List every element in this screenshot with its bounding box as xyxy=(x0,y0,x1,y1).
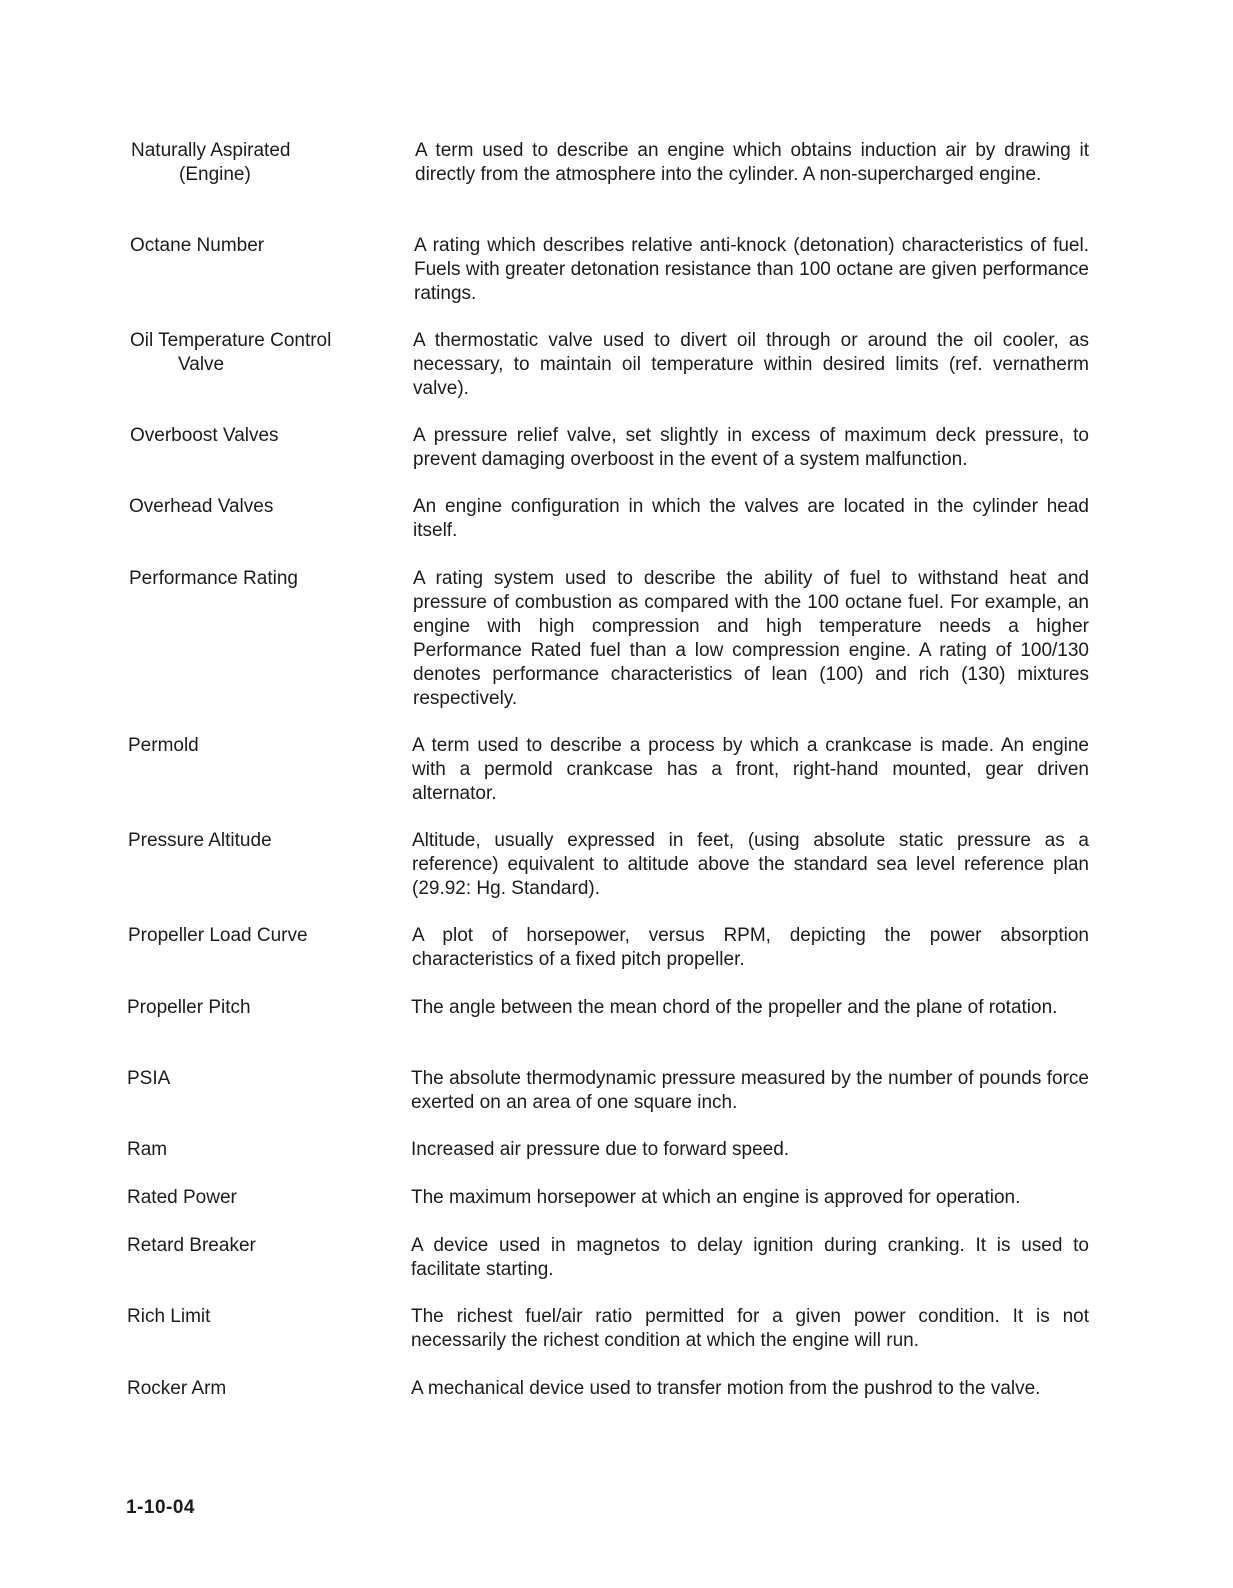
term-label: Overboost Valves xyxy=(130,425,279,446)
glossary-definition: Altitude, usually expressed in feet, (using absolute static pressure as a reference) equivalent to altitude above the standard sea level reference plan (29.92: Hg. Standard). xyxy=(412,830,1089,899)
glossary-term xyxy=(129,495,369,519)
glossary-term xyxy=(127,1377,367,1401)
glossary-term xyxy=(127,1234,367,1258)
glossary-definition: The richest fuel/air ratio permitted for a given power condition. It is not necessarily the richest condition at which the engine will run. xyxy=(411,1306,1089,1351)
glossary-term xyxy=(128,734,368,758)
glossary-term xyxy=(130,234,370,258)
glossary-definition: A plot of horsepower, versus RPM, depicting the power absorption characteristics of a fixed pitch propeller. xyxy=(412,925,1089,970)
term-label: Performance Rating xyxy=(129,568,298,589)
glossary-term xyxy=(127,1138,367,1162)
glossary-term xyxy=(127,996,367,1020)
term-sublabel: (Engine) xyxy=(179,164,251,185)
glossary-definition: A pressure relief valve, set slightly in excess of maximum deck pressure, to prevent damaging overboost in the event of a system malfunction. xyxy=(413,425,1089,470)
glossary-term xyxy=(131,139,371,187)
page-number: 1-10-04 xyxy=(126,1497,195,1518)
glossary-definition: A rating system used to describe the ability of fuel to withstand heat and pressure of combustion as compared with the 100 octane fuel. For example, an engine with high compression and high temperature needs a higher Performance Rated fuel than a low compression engine. A rating of 100/130 denotes performance characteristics of lean (100) and rich (130) mixtures respectively. xyxy=(413,568,1089,709)
glossary-term xyxy=(128,829,368,853)
glossary-term xyxy=(129,567,369,591)
term-label: Rated Power xyxy=(127,1187,237,1208)
term-label: Naturally Aspirated xyxy=(131,140,291,161)
term-label: Retard Breaker xyxy=(127,1235,256,1256)
glossary-definition: A mechanical device used to transfer motion from the pushrod to the valve. xyxy=(411,1378,1041,1399)
term-label: Pressure Altitude xyxy=(128,830,272,851)
glossary-definition: A thermostatic valve used to divert oil through or around the oil cooler, as necessary, to maintain oil temperature within desired limits (ref. vernatherm valve). xyxy=(413,330,1089,399)
glossary-term xyxy=(127,1186,367,1210)
term-sublabel: Valve xyxy=(178,354,225,375)
term-label: Overhead Valves xyxy=(129,496,274,517)
term-label: Propeller Pitch xyxy=(127,997,251,1018)
glossary-definition: A rating which describes relative anti-knock (detonation) characteristics of fuel. Fuels with greater detonation resistance than 100 octane are given performance ratings. xyxy=(414,235,1089,304)
glossary-term xyxy=(127,1067,367,1091)
glossary-definition: A term used to describe an engine which obtains induction air by drawing it directly from the atmosphere into the cylinder. A non-supercharged engine. xyxy=(415,140,1089,185)
term-label: Propeller Load Curve xyxy=(128,925,308,946)
term-label: Permold xyxy=(128,735,199,756)
term-label: Rich Limit xyxy=(127,1306,211,1327)
glossary-term xyxy=(128,924,368,948)
term-label: Oil Temperature Control xyxy=(130,330,332,351)
glossary-definition: The maximum horsepower at which an engine is approved for operation. xyxy=(411,1187,1021,1208)
glossary-definition: Increased air pressure due to forward speed. xyxy=(411,1139,790,1160)
term-label: Rocker Arm xyxy=(127,1378,227,1399)
term-label: Octane Number xyxy=(130,235,265,256)
glossary-definition: A term used to describe a process by which a crankcase is made. An engine with a permold crankcase has a front, right-hand mounted, gear driven alternator. xyxy=(412,735,1089,804)
term-label: PSIA xyxy=(127,1068,171,1089)
term-label: Ram xyxy=(127,1139,168,1160)
glossary-term xyxy=(130,329,370,377)
glossary-definition: The absolute thermodynamic pressure measured by the number of pounds force exerted on an area of one square inch. xyxy=(411,1068,1089,1113)
glossary-definition: A device used in magnetos to delay ignition during cranking. It is used to facilitate starting. xyxy=(411,1235,1089,1280)
glossary-term xyxy=(127,1305,367,1329)
glossary-definition: An engine configuration in which the valves are located in the cylinder head itself. xyxy=(413,496,1089,541)
glossary-definition: The angle between the mean chord of the propeller and the plane of rotation. xyxy=(411,997,1058,1018)
glossary-term xyxy=(130,424,370,448)
